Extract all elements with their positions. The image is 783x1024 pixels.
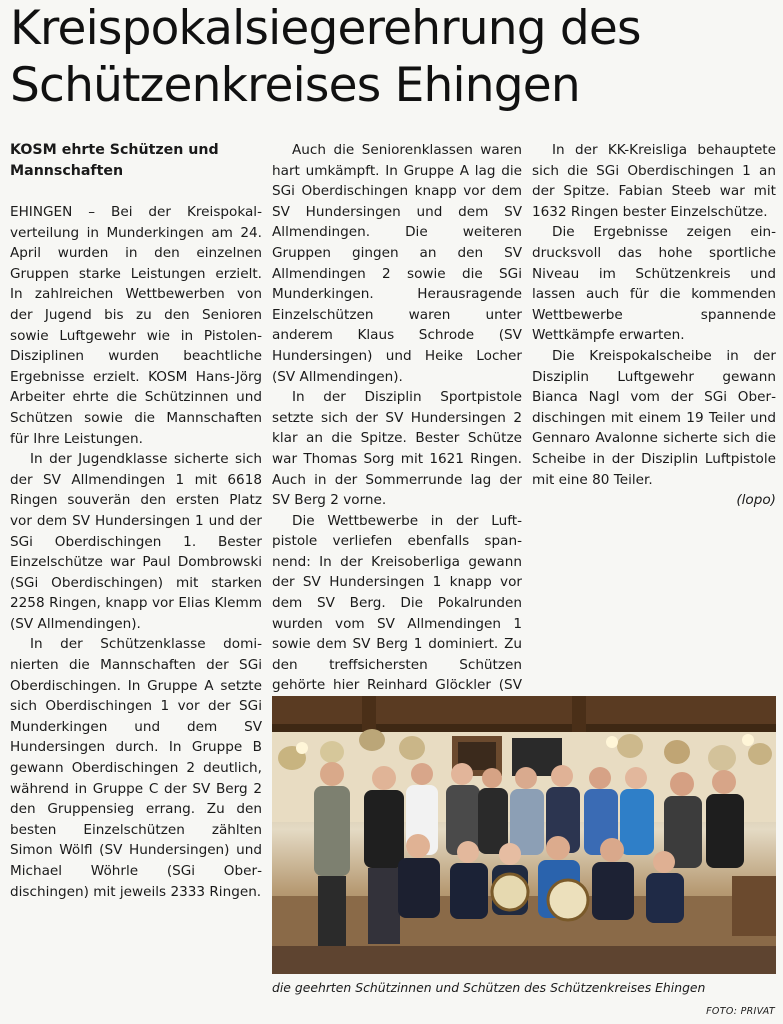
headline-line-1: Kreispokalsiegerehrung des bbox=[10, 1, 641, 56]
subheadline: KOSM ehrte Schützen und Mannschaften bbox=[10, 142, 219, 179]
headline bbox=[10, 0, 780, 114]
paragraph-sportpistole: In der Disziplin Sportpistole setzte sich der SV Hundersingen 2 klar an die Spitze. Bester Schütze war Thomas Sorg mit 1621 Ringen. Auch in der Sommerrunde lag der SV Berg 2 vorne. bbox=[272, 389, 522, 509]
headline-line-2: Schützenkreises Ehingen bbox=[10, 58, 580, 113]
author-signature: (lopo) bbox=[736, 492, 776, 509]
paragraph-ergebnisse: Die Ergebnisse zeigen eindrucksvoll das hohe sportliche Niveau im Schützenkreis und lassen auch für die kommenden Wettbewerbe spannende Wettkämpfe erwarten. bbox=[532, 224, 776, 344]
photo-caption: die geehrten Schützinnen und Schützen des Schützenkreises Ehingen bbox=[272, 980, 706, 995]
paragraph-intro: EHINGEN – Bei der Kreispokalverteilung in Munderkingen am 24. April wurden in den einzelnen Gruppen starke Leistungen erzielt. In zahlreichen Wettbewerben von der Jugend bis zu den Senioren sowie Luftgewehr wie in Pistolen-Disziplinen wurden beachtliche Ergebnisse erzielt. KOSM Hans-Jörg Arbeiter ehrte die Schützinnen und Schützen sowie die Mannschaften für Ihre Leistungen. bbox=[10, 204, 262, 447]
paragraph-kreispokalscheibe: Die Kreispokalscheibe in der Disziplin Luftgewehr gewann Bianca Nagl vom der SGi Oberdischingen mit einem 19 Teiler und Gennaro Avalonne sicherte sich die Scheibe in der Disziplin Luftpistole mit eine 80 Teiler. bbox=[532, 347, 776, 488]
group-photo bbox=[272, 696, 776, 974]
paragraph-seniorenklassen: Auch die Seniorenklassen waren hart umkämpft. In Gruppe A lag die SGi Oberdischingen knapp vor dem SV Hundersingen und dem SV Allmendingen. Die weiteren Gruppen gingen an den SV Allmendingen 2 sowie die SGi Munderkingen. Herausragende Einzelschützen waren unter anderem Klaus Schrode (SV Hundersingen) und Heike Locher (SV Allmendingen). bbox=[272, 142, 522, 385]
photo-credit: FOTO: PRIVAT bbox=[706, 1006, 775, 1017]
paragraph-luftpistole: Die Wettbewerbe in der Luftpistole verliefen ebenfalls spannend: In der Kreisoberliga gewann der SV Hundersingen 1 knapp vor dem SV Berg. Die Pokalrunden wurden vom SV Allmendingen 1 sowie dem SV Berg 1 dominiert. Zu den treffsichersten Schützen gehörte hier Reinhard Glöckler (SV bbox=[272, 512, 522, 694]
article-column-2 bbox=[272, 140, 522, 717]
article-column-1 bbox=[10, 140, 262, 902]
paragraph-kk-kreisliga: In der KK-Kreisliga behauptete sich die SGi Oberdischingen 1 an der Spitze. Fabian Steeb war mit 1632 Ringen bester Einzelschütze. bbox=[532, 142, 776, 220]
paragraph-jugendklasse: In der Jugendklasse sicherte sich der SV Allmendingen 1 mit 6618 Ringen souverän den ersten Platz vor dem SV Hundersingen 1 und der SGi Oberdischingen 1. Bester Einzelschütze war Paul Dombrowski (SGi Oberdischingen) mit starken 2258 Ringen, knapp vor Elias Klemm (SV Allmendingen). bbox=[10, 451, 262, 632]
paragraph-schuetzenklasse: In der Schützenklasse dominierten die Mannschaften der SGi Oberdischingen. In Gruppe A setzte sich Oberdischingen 1 vor der SGi Munderkingen und dem SV Hundersingen durch. In Gruppe B gewann Oberdischingen 2 deutlich, während in Gruppe C der SV Berg 2 den Gruppensieg errang. Zu den besten Einzelschützen zählten Simon Wölfl (SV Hundersingen) und Michael Wöhrle (SGi Oberdischingen) mit jeweils 2333 Ringen. bbox=[10, 636, 262, 900]
group-photo-illustration bbox=[272, 696, 776, 974]
article-column-3 bbox=[532, 140, 776, 511]
